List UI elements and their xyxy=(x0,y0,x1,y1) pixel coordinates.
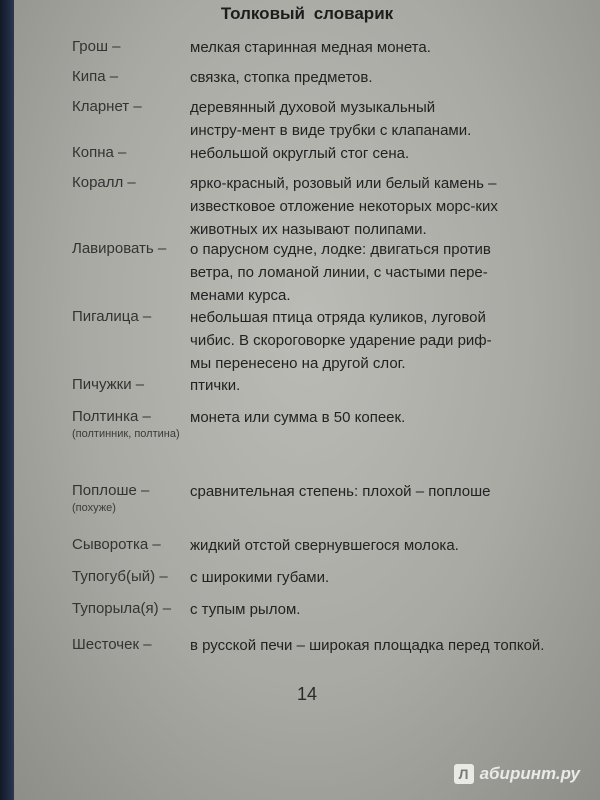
entry-term: Копна – xyxy=(72,144,127,161)
entry-definition: монета или сумма в 50 копеек. xyxy=(190,409,406,426)
watermark xyxy=(454,764,580,784)
entry-term: Тупорыла(я) – xyxy=(72,600,172,617)
entry-definition: сравнительная степень: плохой – поплоше xyxy=(190,483,491,500)
entry-term: Коралл – xyxy=(72,174,136,191)
entry-definition: с тупым рылом. xyxy=(190,601,301,618)
entry-definition: деревянный духовой музыкальный инстру-мент в виде трубки с клапанами. xyxy=(190,99,472,139)
entry-term: Тупогуб(ый) – xyxy=(72,568,168,585)
entry-term-word: Поплоше – xyxy=(72,482,150,499)
entry-term: Сыворотка – xyxy=(72,536,161,553)
entry-term-variant: (похуже) xyxy=(72,502,116,514)
entry-term: Лавировать – xyxy=(72,240,167,257)
entry-term: Кларнет – xyxy=(72,98,142,115)
page-number: 14 xyxy=(296,684,318,704)
entry-definition: небольшая птица отряда куликов, луговой чибис. В скороговорке ударение ради риф-мы перенесено на другой слог. xyxy=(190,309,492,372)
page-title: Толковый словарик xyxy=(220,4,394,23)
entry-definition: птички. xyxy=(190,377,241,394)
entry-term-word: Полтинка – xyxy=(72,408,151,425)
watermark-text: абиринт.ру xyxy=(479,764,580,783)
entry-term-variant: (полтинник, полтина) xyxy=(72,428,180,440)
entry-definition: ярко-красный, розовый или белый камень – известковое отложение некоторых морс-ких животных их называют полипами. xyxy=(190,175,498,238)
entry-definition: о парусном судне, лодке: двигаться против ветра, по ломаной линии, с частыми пере-менами курса. xyxy=(190,241,491,304)
entry-term xyxy=(72,480,202,516)
entry-term: Кипа – xyxy=(72,68,119,85)
entry-term: Пичужки – xyxy=(72,376,145,393)
entry-term: Шесточек – xyxy=(72,636,152,653)
entry-definition: жидкий отстой свернувшегося молока. xyxy=(190,537,459,554)
entry-definition: связка, стопка предметов. xyxy=(190,69,373,86)
book-page xyxy=(14,0,600,800)
labirint-logo-icon: Л xyxy=(454,764,474,784)
entry-definition: в русской печи – широкая площадка перед топкой. xyxy=(190,637,545,654)
entry-definition: мелкая старинная медная монета. xyxy=(190,39,431,56)
entry-definition: небольшой округлый стог сена. xyxy=(190,145,410,162)
entry-term xyxy=(72,406,202,442)
entry-term: Пигалица – xyxy=(72,308,152,325)
entry-term: Грош – xyxy=(72,38,121,55)
entry-definition: с широкими губами. xyxy=(190,569,330,586)
